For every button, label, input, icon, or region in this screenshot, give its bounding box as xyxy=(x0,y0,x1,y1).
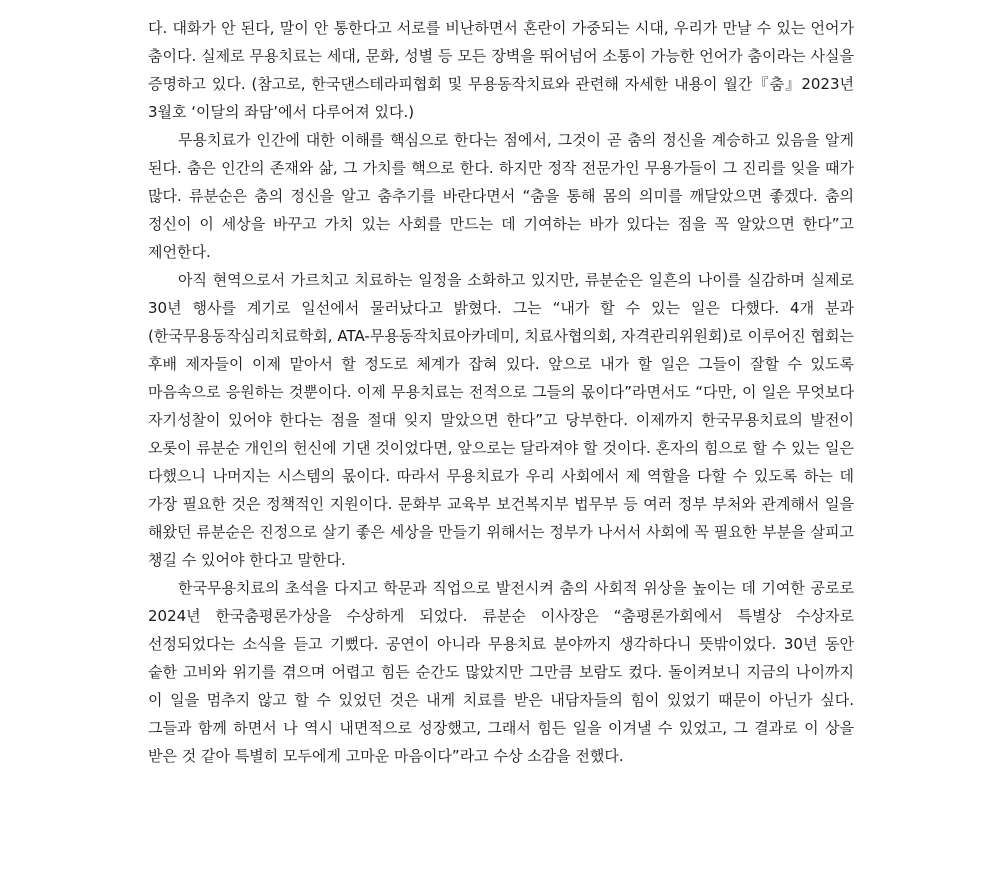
article-paragraph: 다. 대화가 안 된다, 말이 안 통한다고 서로를 비난하면서 혼란이 가중되는 시대, 우리가 만날 수 있는 언어가 춤이다. 실제로 무용치료는 세대, 문화, 성별 등 모든 장벽을 뛰어넘어 소통이 가능한 언어가 춤이라는 사실을 증명하고 있다. (참고로, 한국댄스테라피협회 및 무용동작치료와 관련해 자세한 내용이 월간『춤』2023년 3월호 ‘이달의 좌담’에서 다루어져 있다.) xyxy=(148,19,854,121)
article-body xyxy=(148,14,854,770)
article-paragraph: 아직 현역으로서 가르치고 치료하는 일정을 소화하고 있지만, 류분순은 일흔의 나이를 실감하며 실제로 30년 행사를 계기로 일선에서 물러났다고 밝혔다. 그는 “내가 할 수 있는 일은 다했다. 4개 분과(한국무용동작심리치료학회, ATA-무용동작치료아카데미, 치료사협의회, 자격관리위원회)로 이루어진 협회는 후배 제자들이 이제 맡아서 할 정도로 체계가 잡혀 있다. 앞으로 내가 할 일은 그들이 잘할 수 있도록 마음속으로 응원하는 것뿐이다. 이제 무용치료는 전적으로 그들의 몫이다”라면서도 “다만, 이 일은 무엇보다 자기성찰이 있어야 한다는 점을 절대 잊지 말았으면 한다”고 당부한다. 이제까지 한국무용치료의 발전이 오롯이 류분순 개인의 헌신에 기댄 것이었다면, 앞으로는 달라져야 할 것이다. 혼자의 힘으로 할 수 있는 일은 다했으니 나머지는 시스템의 몫이다. 따라서 무용치료가 우리 사회에서 제 역할을 다할 수 있도록 하는 데 가장 필요한 것은 정책적인 지원이다. 문화부 교육부 보건복지부 법무부 등 여러 정부 부처와 관계해서 일을 해왔던 류분순은 진정으로 살기 좋은 세상을 만들기 위해서는 정부가 나서서 사회에 꼭 필요한 부분을 살피고 챙길 수 있어야 한다고 말한다. xyxy=(148,271,854,569)
article-paragraph: 무용치료가 인간에 대한 이해를 핵심으로 한다는 점에서, 그것이 곧 춤의 정신을 계승하고 있음을 알게 된다. 춤은 인간의 존재와 삶, 그 가치를 핵으로 한다. 하지만 정작 전문가인 무용가들이 그 진리를 잊을 때가 많다. 류분순은 춤의 정신을 알고 춤추기를 바란다면서 “춤을 통해 몸의 의미를 깨달았으면 좋겠다. 춤의 정신이 이 세상을 바꾸고 가치 있는 사회를 만드는 데 기여하는 바가 있다는 점을 꼭 알았으면 한다”고 제언한다. xyxy=(148,131,854,261)
article-paragraph: 한국무용치료의 초석을 다지고 학문과 직업으로 발전시켜 춤의 사회적 위상을 높이는 데 기여한 공로로 2024년 한국춤평론가상을 수상하게 되었다. 류분순 이사장은 “춤평론가회에서 특별상 수상자로 선정되었다는 소식을 듣고 기뻤다. 공연이 아니라 무용치료 분야까지 생각하다니 뜻밖이었다. 30년 동안 숱한 고비와 위기를 겪으며 어렵고 힘든 순간도 많았지만 그만큼 보람도 컸다. 돌이켜보니 지금의 나이까지 이 일을 멈추지 않고 할 수 있었던 것은 내게 치료를 받은 내담자들의 힘이 있었기 때문이 아닌가 싶다. 그들과 함께 하면서 나 역시 내면적으로 성장했고, 그래서 힘든 일을 이겨낼 수 있었고, 그 결과로 이 상을 받은 것 같아 특별히 모두에게 고마운 마음이다”라고 수상 소감을 전했다. xyxy=(148,579,854,765)
